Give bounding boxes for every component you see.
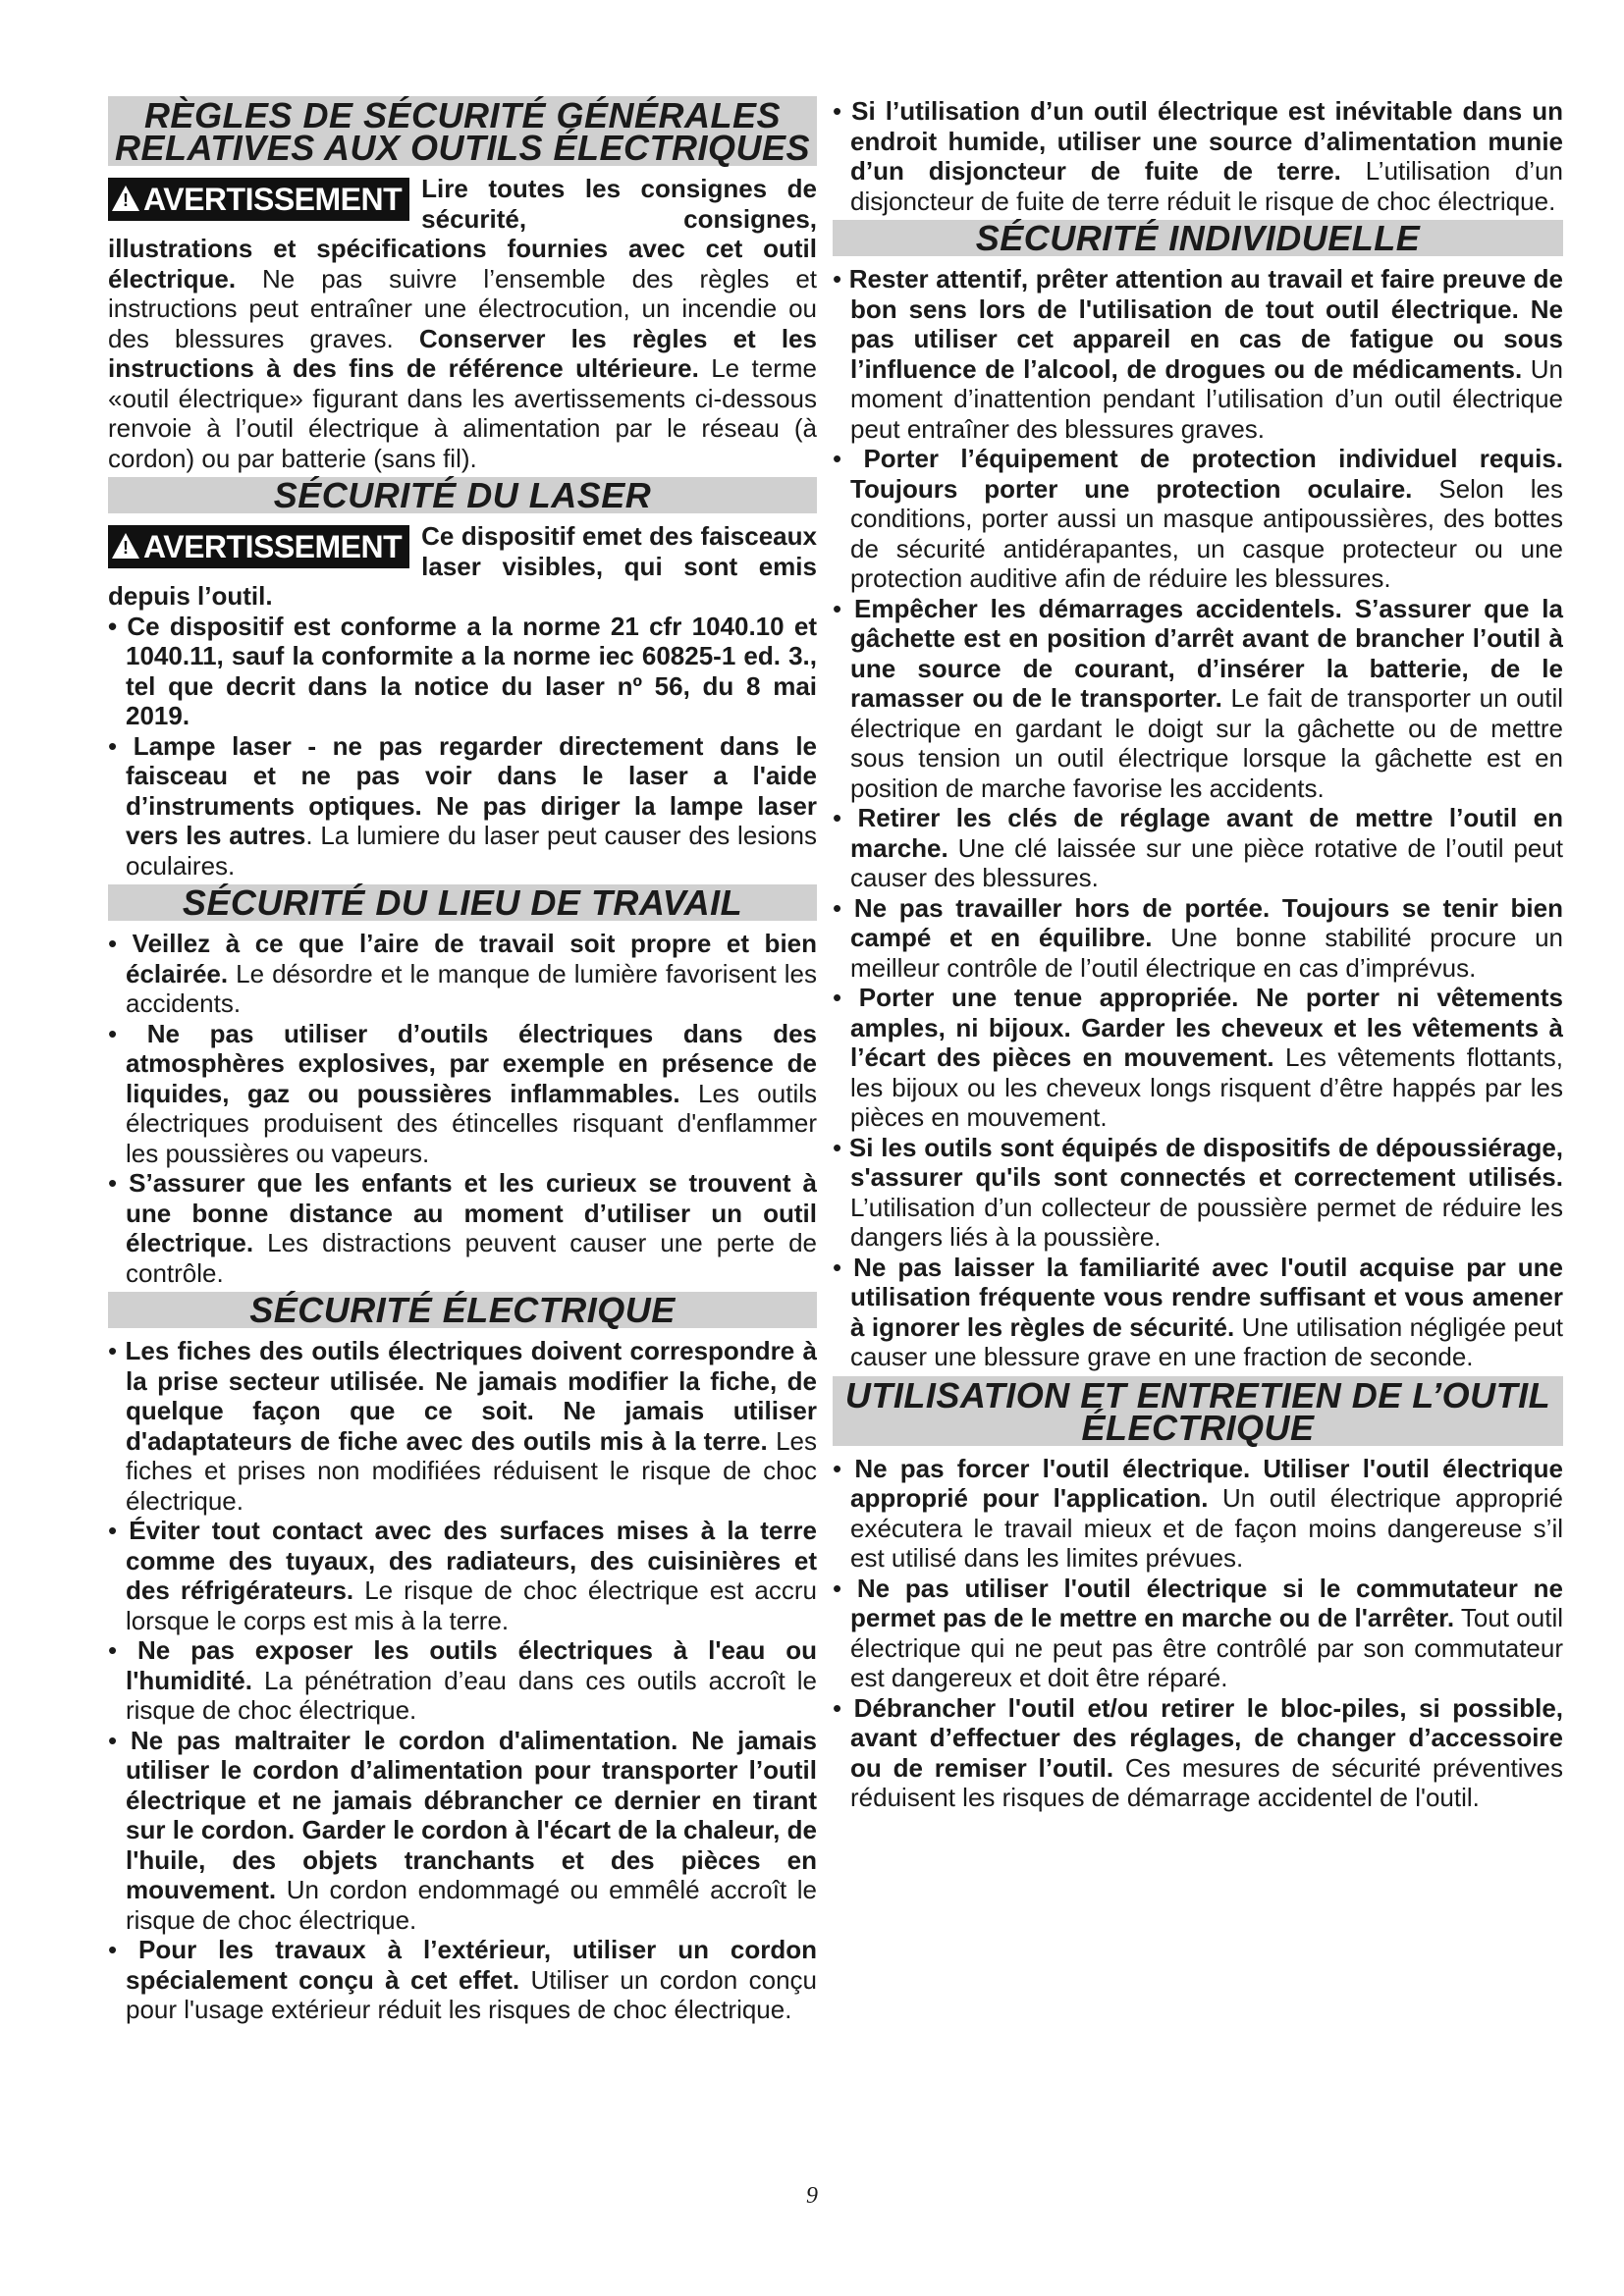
- list-item: • Retirer les clés de réglage avant de mettre l’outil en marche. Une clé laissée sur une pièce rotative de l’outil peut causer des blessures.: [833, 803, 1563, 892]
- item-text: Une bonne stabilité procure un meilleur contrôle de l’outil électrique en cas d’imprévus.: [850, 923, 1563, 983]
- item-text: . La lumiere du laser peut causer des lesions oculaires.: [126, 821, 817, 881]
- list-item: • Ne pas forcer l'outil électrique. Utiliser l'outil électrique approprié pour l'application. Un outil électrique approprié exécutera le travail mieux et de façon moins dangereuse s’il est utilisé dans les limites prévues.: [833, 1453, 1564, 1573]
- item-bold: Ne pas maltraiter le cordon d'alimentation. Ne jamais utiliser le cordon d’alimentation pour transporter l’outil électrique et ne jamais débrancher ce dernier en tirant sur le cordon. Garder le cordon à l'écart de la chaleur, de l'huile, des objets tranchants et des pièces en mouvement.: [126, 1725, 818, 1904]
- warning-badge: [108, 525, 409, 568]
- heading-general-safety: RÈGLES DE SÉCURITÉ GÉNÉRALES RELATIVES AUX OUTILS ÉLECTRIQUES: [108, 96, 817, 166]
- item-text: Les distractions peuvent causer une perte de contrôle.: [126, 1228, 817, 1288]
- list-item: • Ne pas utiliser l'outil électrique si le commutateur ne permet pas de le mettre en marche ou de l'arrêter. Tout outil électrique qui ne peut pas être contrôlé par son commutateur est dangereux et doit être réparé.: [833, 1573, 1563, 1692]
- left-column: [108, 96, 817, 2025]
- item-text: Un cordon endommagé ou emmêlé accroît le risque de choc électrique.: [126, 1875, 817, 1935]
- item-bold: Lampe laser - ne pas regarder directement dans le faisceau et ne pas voir dans le laser a l'aide d’instruments optiques. Ne pas diriger la lampe laser vers les autres: [126, 730, 818, 850]
- item-bold: Rester attentif, prêter attention au travail et faire preuve de bon sens lors de l'utilisation de tout outil électrique. Ne pas utiliser cet appareil en cas de fatigue ou sous l’influence de l’alcool, de drogues ou de médicaments.: [848, 264, 1564, 384]
- item-text: La pénétration d’eau dans ces outils accroît le risque de choc électrique.: [126, 1665, 817, 1725]
- warning-text: Ne pas suivre l’ensemble des règles et instructions peut entraîner une électrocution, un incendie ou des blessures graves.: [108, 263, 817, 353]
- item-bold: Ne pas laisser la familiarité avec l'outil acquise par une utilisation fréquente vous rendre suffisant et vous amener à ignorer les règles de sécurité.: [850, 1252, 1564, 1342]
- list-item: • Porter une tenue appropriée. Ne porter ni vêtements amples, ni bijoux. Garder les cheveux et les vêtements à l’écart des pièces en mouvement. Les vêtements flottants, les bijoux ou les cheveux longs risquent d’être happés par les pièces en mouvement.: [833, 983, 1563, 1132]
- warning-bold: Lire toutes les consignes de sécurité, consignes, illustrations et spécifications fournies avec cet outil électrique.: [108, 174, 817, 294]
- warning-bold-2: Conserver les règles et les instructions à des fins de référence ultérieure.: [108, 323, 817, 383]
- list-item: • Lampe laser - ne pas regarder directement dans le faisceau et ne pas voir dans le laser a l'aide d’instruments optiques. Ne pas diriger la lampe laser vers les autres. La lumiere du laser peut causer des lesions oculaires.: [108, 730, 818, 881]
- list-item: • Porter l’équipement de protection individuel requis. Toujours porter une protection oculaire. Selon les conditions, porter aussi un masque antipoussières, des bottes de sécurité antidérapantes, un casque protecteur ou une protection auditive afin de réduire les blessures.: [833, 444, 1564, 593]
- item-bold: Ce dispositif est conforme a la norme 21 cfr 1040.10 et 1040.11, sauf la conformite a la norme iec 60825-1 ed. 3., tel que decrit dans la notice du laser nº 56, du 8 mai 2019.: [126, 611, 817, 730]
- item-text: L’utilisation d’un collecteur de poussière permet de réduire les dangers liés à la poussière.: [850, 1192, 1563, 1252]
- list-item: • Débrancher l'outil et/ou retirer le bloc-piles, si possible, avant d’effectuer des réglages, de changer d’accessoire ou de remiser l’outil. Ces mesures de sécurité préventives réduisent les risques de démarrage accidentel de l'outil.: [833, 1692, 1564, 1812]
- list-item: • Si l’utilisation d’un outil électrique est inévitable dans un endroit humide, utiliser une source d’alimentation munie d’un disjoncteur de fuite de terre. L’utilisation d’un disjoncteur de fuite de terre réduit le risque de choc électrique.: [833, 96, 1563, 216]
- list-item: • Les fiches des outils électriques doivent correspondre à la prise secteur utilisée. Ne jamais modifier la fiche, de quelque façon que ce soit. Ne jamais utiliser d'adaptateurs de fiche avec des outils mis à la terre. Les fiches et prises non modifiées réduisent le risque de choc électrique.: [108, 1336, 817, 1516]
- list-item: • Ne pas exposer les outils électriques à l'eau ou l'humidité. La pénétration d’eau dans ces outils accroît le risque de choc électrique.: [108, 1635, 817, 1725]
- list-item: • Ne pas utiliser d’outils électriques dans des atmosphères explosives, par exemple en présence de liquides, gaz ou poussières inflammables. Les outils électriques produisent des étincelles risquant d'enflammer les poussières ou vapeurs.: [108, 1018, 817, 1168]
- item-bold: S’assurer que les enfants et les curieux se trouvent à une bonne distance au moment d’utiliser un outil électrique.: [126, 1168, 818, 1257]
- item-text: Les outils électriques produisent des étincelles risquant d'enflammer les poussières ou vapeurs.: [126, 1078, 817, 1168]
- item-bold: Ne pas utiliser l'outil électrique si le commutateur ne permet pas de le mettre en marche ou de l'arrêter.: [850, 1573, 1563, 1632]
- warning-triangle-icon: !: [112, 186, 139, 211]
- item-bold: Ne pas exposer les outils électriques à l'eau ou l'humidité.: [126, 1635, 817, 1695]
- item-bold: Éviter tout contact avec des surfaces mises à la terre comme des tuyaux, des radiateurs, des cuisinières et des réfrigérateurs.: [126, 1516, 818, 1605]
- item-text: Une clé laissée sur une pièce rotative de l’outil peut causer des blessures.: [850, 832, 1563, 892]
- list-item: • Empêcher les démarrages accidentels. S’assurer que la gâchette est en position d’arrêt avant de brancher l’outil à une source de courant, d’insérer la batterie, de le ramasser ou de le transporter. Le fait de transporter un outil électrique en gardant le doigt sur la gâchette ou de mettre sous tension un outil électrique lorsque la gâchette est en position de marche favorise les accidents.: [833, 593, 1563, 803]
- item-text: Un moment d’inattention pendant l’utilisation d’un outil électrique peut entraîner des blessures graves.: [850, 353, 1563, 444]
- warning-triangle-icon: !: [112, 533, 139, 559]
- heading-use-and-care: UTILISATION ET ENTRETIEN DE L’OUTIL ÉLECTRIQUE: [833, 1376, 1563, 1446]
- heading-laser-safety: SÉCURITÉ DU LASER: [108, 477, 817, 513]
- warning-badge-label: AVERTISSEMENT: [143, 182, 403, 217]
- heading-personal-safety: SÉCURITÉ INDIVIDUELLE: [833, 220, 1563, 256]
- warning-bold: Ce dispositif emet des faisceaux laser visibles, qui sont emis depuis l’outil.: [108, 521, 817, 611]
- item-text: Les vêtements flottants, les bijoux ou les cheveux longs risquent d’être happés par les pièces en mouvement.: [850, 1042, 1563, 1132]
- item-bold: Retirer les clés de réglage avant de mettre l’outil en marche.: [850, 803, 1563, 863]
- item-text: Utiliser un cordon conçu pour l'usage extérieur réduit les risques de choc électrique.: [126, 1964, 817, 2024]
- warning-general: [108, 174, 817, 473]
- warning-text-2: Le terme «outil électrique» figurant dans les avertissements ci-dessous renvoie à l’outil électrique à alimentation par le réseau (à cordon) ou par batterie (sans fil).: [108, 353, 817, 473]
- warning-laser: [108, 521, 817, 612]
- item-bold: Si l’utilisation d’un outil électrique est inévitable dans un endroit humide, utiliser une source d’alimentation munie d’un disjoncteur de fuite de terre.: [850, 96, 1563, 186]
- item-text: Selon les conditions, porter aussi un masque antipoussières, des bottes de sécurité antidérapantes, un casque protecteur ou une protection auditive afin de réduire les blessures.: [850, 473, 1563, 593]
- list-item: • Veillez à ce que l’aire de travail soit propre et bien éclairée. Le désordre et le manque de lumière favorisent les accidents.: [108, 929, 818, 1018]
- warning-badge: [108, 178, 409, 221]
- heading-work-area: SÉCURITÉ DU LIEU DE TRAVAIL: [108, 884, 817, 921]
- item-bold: Porter l’équipement de protection individuel requis. Toujours porter une protection oculaire.: [850, 444, 1564, 504]
- item-text: Le fait de transporter un outil électrique en gardant le doigt sur la gâchette ou de mettre sous tension un outil électrique lorsque la gâchette est en position de marche favorise les accidents.: [850, 683, 1563, 803]
- warning-badge-label: AVERTISSEMENT: [143, 529, 403, 564]
- list-item: • Pour les travaux à l’extérieur, utiliser un cordon spécialement conçu à cet effet. Utiliser un cordon conçu pour l'usage extérieur réduit les risques de choc électrique.: [108, 1935, 817, 2024]
- list-item: • Si les outils sont équipés de dispositifs de dépoussiérage, s'assurer qu'ils sont connectés et correctement utilisés. L’utilisation d’un collecteur de poussière permet de réduire les dangers liés à la poussière.: [833, 1132, 1564, 1252]
- right-column: [833, 96, 1563, 1813]
- page-number: 9: [806, 2183, 818, 2209]
- list-item: • Ce dispositif est conforme a la norme 21 cfr 1040.10 et 1040.11, sauf la conformite a la norme iec 60825-1 ed. 3., tel que decrit dans la notice du laser nº 56, du 8 mai 2019.: [108, 611, 817, 730]
- item-bold: Débrancher l'outil et/ou retirer le bloc-piles, si possible, avant d’effectuer des réglages, de changer d’accessoire ou de remiser l’outil.: [850, 1692, 1564, 1783]
- list-item: • Ne pas laisser la familiarité avec l'outil acquise par une utilisation fréquente vous rendre suffisant et vous amener à ignorer les règles de sécurité. Une utilisation négligée peut causer une blessure grave en une fraction de seconde.: [833, 1252, 1564, 1371]
- list-item: • Ne pas maltraiter le cordon d'alimentation. Ne jamais utiliser le cordon d’alimentation pour transporter l’outil électrique et ne jamais débrancher ce dernier en tirant sur le cordon. Garder le cordon à l'écart de la chaleur, de l'huile, des objets tranchants et des pièces en mouvement. Un cordon endommagé ou emmêlé accroît le risque de choc électrique.: [108, 1725, 818, 1935]
- list-item: • Rester attentif, prêter attention au travail et faire preuve de bon sens lors de l'utilisation de tout outil électrique. Ne pas utiliser cet appareil en cas de fatigue ou sous l’influence de l’alcool, de drogues ou de médicaments. Un moment d’inattention pendant l’utilisation d’un outil électrique peut entraîner des blessures graves.: [833, 264, 1564, 444]
- item-text: Les fiches et prises non modifiées réduisent le risque de choc électrique.: [126, 1425, 817, 1516]
- item-text: L’utilisation d’un disjoncteur de fuite de terre réduit le risque de choc électrique.: [850, 156, 1563, 216]
- item-bold: Veillez à ce que l’aire de travail soit propre et bien éclairée.: [126, 929, 818, 988]
- item-bold: Ne pas utiliser d’outils électriques dans des atmosphères explosives, par exemple en présence de liquides, gaz ou poussières inflammables.: [126, 1018, 817, 1108]
- list-item: • Éviter tout contact avec des surfaces mises à la terre comme des tuyaux, des radiateurs, des cuisinières et des réfrigérateurs. Le risque de choc électrique est accru lorsque le corps est mis à la terre.: [108, 1516, 818, 1635]
- item-text: Le risque de choc électrique est accru lorsque le corps est mis à la terre.: [126, 1575, 818, 1635]
- heading-electrical: SÉCURITÉ ÉLECTRIQUE: [108, 1292, 817, 1328]
- item-bold: Empêcher les démarrages accidentels. S’assurer que la gâchette est en position d’arrêt avant de brancher l’outil à une source de courant, d’insérer la batterie, de le ramasser ou de le transporter.: [850, 593, 1563, 713]
- item-text: Une utilisation négligée peut causer une blessure grave en une fraction de seconde.: [850, 1311, 1563, 1371]
- list-item: • S’assurer que les enfants et les curieux se trouvent à une bonne distance au moment d’utiliser un outil électrique. Les distractions peuvent causer une perte de contrôle.: [108, 1168, 818, 1288]
- item-text: Un outil électrique approprié exécutera le travail mieux et de façon moins dangereuse s’il est utilisé dans les limites prévues.: [850, 1483, 1563, 1573]
- item-bold: Ne pas travailler hors de portée. Toujours se tenir bien campé et en équilibre.: [850, 892, 1563, 952]
- item-text: Ces mesures de sécurité préventives réduisent les risques de démarrage accidentel de l'outil.: [850, 1752, 1563, 1812]
- item-bold: Ne pas forcer l'outil électrique. Utiliser l'outil électrique approprié pour l'application.: [850, 1453, 1564, 1513]
- item-text: Tout outil électrique qui ne peut pas être contrôlé par son commutateur est dangereux et doit être réparé.: [850, 1603, 1563, 1692]
- item-bold: Pour les travaux à l’extérieur, utiliser un cordon spécialement conçu à cet effet.: [126, 1935, 817, 1995]
- item-text: Le désordre et le manque de lumière favorisent les accidents.: [126, 958, 817, 1018]
- item-bold: Si les outils sont équipés de dispositifs de dépoussiérage, s'assurer qu'ils sont connectés et correctement utilisés.: [848, 1132, 1564, 1192]
- item-bold: Porter une tenue appropriée. Ne porter ni vêtements amples, ni bijoux. Garder les cheveux et les vêtements à l’écart des pièces en mouvement.: [850, 983, 1563, 1072]
- item-bold: Les fiches des outils électriques doivent correspondre à la prise secteur utilisée. Ne jamais modifier la fiche, de quelque façon que ce soit. Ne jamais utiliser d'adaptateurs de fiche avec des outils mis à la terre.: [125, 1336, 817, 1456]
- list-item: • Ne pas travailler hors de portée. Toujours se tenir bien campé et en équilibre. Une bonne stabilité procure un meilleur contrôle de l’outil électrique en cas d’imprévus.: [833, 892, 1563, 983]
